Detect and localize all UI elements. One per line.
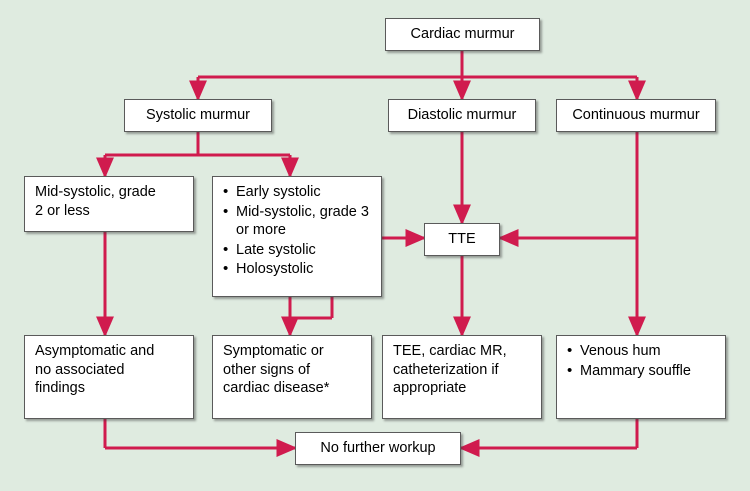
list-item: • Holosystolic [223, 260, 373, 279]
node-continuous-murmur [556, 99, 716, 132]
list-item: • Venous hum [567, 342, 717, 361]
list-item: • Mid-systolic, grade 3 or more [223, 203, 373, 240]
node-symptomatic-line3: cardiac disease* [223, 380, 330, 397]
list-item: • Late systolic [223, 241, 373, 260]
list-item: • Early systolic [223, 183, 373, 202]
node-tee [382, 335, 542, 419]
node-continuous-murmur-label: Continuous murmur [572, 107, 700, 124]
node-asymptomatic-line3: findings [35, 380, 85, 397]
node-symptomatic [212, 335, 372, 419]
node-continuous-findings [556, 335, 726, 419]
node-symptomatic-line2: other signs of [223, 361, 311, 378]
list-item: • Mammary souffle [567, 362, 717, 381]
node-no-further-workup-label: No further workup [320, 440, 436, 457]
node-no-further-workup [295, 432, 461, 465]
node-mid-systolic-grade-line2: 2 or less [35, 202, 90, 219]
node-tee-line1: TEE, cardiac MR, [393, 343, 507, 359]
node-mid-systolic-grade-line1: Mid-systolic, grade [35, 184, 156, 200]
node-cardiac-murmur [385, 18, 540, 51]
node-systolic-murmur-label: Systolic murmur [146, 107, 250, 124]
node-tee-line2: catheterization if [393, 361, 499, 378]
node-tte-label: TTE [448, 231, 476, 248]
node-tee-line3: appropriate [393, 380, 467, 397]
node-diastolic-murmur [388, 99, 536, 132]
node-asymptomatic [24, 335, 194, 419]
node-systolic-types [212, 176, 382, 297]
node-symptomatic-line1: Symptomatic or [223, 343, 324, 359]
node-asymptomatic-line1: Asymptomatic and [35, 343, 155, 359]
node-diastolic-murmur-label: Diastolic murmur [407, 107, 517, 124]
node-systolic-murmur [124, 99, 272, 132]
node-cardiac-murmur-label: Cardiac murmur [410, 26, 515, 43]
node-asymptomatic-line2: no associated [35, 361, 125, 378]
node-tte [424, 223, 500, 256]
node-mid-systolic-grade [24, 176, 194, 232]
